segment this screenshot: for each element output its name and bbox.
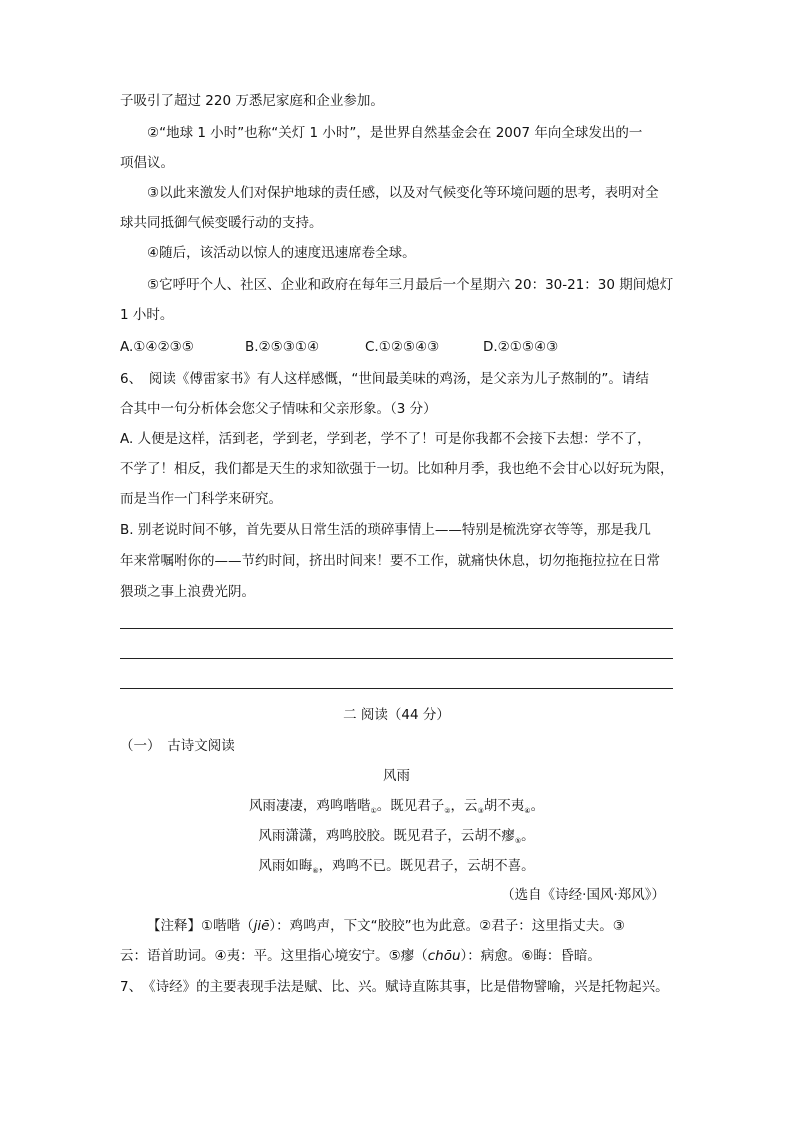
sentence-4: ④随后，该活动以惊人的速度迅速席卷全球。 xyxy=(147,245,416,261)
option-d: D.②①⑤④③ xyxy=(483,339,559,355)
excerpt-a: 不学了！相反，我们都是天生的求知欲强于一切。比如种月季，我也绝不会甘心以好玩为限， xyxy=(120,461,674,477)
subsection-title: （一） 古诗文阅读 xyxy=(120,738,235,754)
passage-line: 1 小时。 xyxy=(120,307,174,323)
sentence-3: ③以此来激发人们对保护地球的责任感，以及对气候变化等环境问题的思考，表明对全 xyxy=(147,185,659,201)
question-6-stem: 6、 阅读《傅雷家书》有人这样感慨，“世间最美味的鸡汤，是父亲为儿子熬制的”。请结 xyxy=(120,371,649,387)
answer-line xyxy=(120,628,673,629)
excerpt-a: A. 人便是这样，活到老，学到老，学到老，学不了！可是你我都不会接下去想：学不了， xyxy=(120,431,651,447)
question-7-stem: 7、 《诗经》的主要表现手法是赋、比、兴。赋诗直陈其事，比是借物譬喻，兴是托物起兴。 xyxy=(120,979,669,995)
option-b: B.②⑤③①④ xyxy=(245,339,320,355)
poem-source: （选自《诗经·国风·郑风》） xyxy=(501,887,665,903)
passage-line: 球共同抵御气候变暖行动的支持。 xyxy=(120,215,323,231)
answer-line xyxy=(120,688,673,689)
question-6-stem: 合其中一句分析体会您父子情味和父亲形象。（3 分） xyxy=(120,401,437,417)
excerpt-b: 年来常嘱咐你的——节约时间，挤出时间来！要不工作，就痛快休息，切勿拖拖拉拉在日常 xyxy=(120,553,660,569)
excerpt-b: B. 别老说时间不够，首先要从日常生活的琐碎事情上——特别是梳洗穿衣等等，那是我几 xyxy=(120,522,651,538)
sentence-2: ②“地球 1 小时”也称“关灯 1 小时”，是世界自然基金会在 2007 年向全球发出的一 xyxy=(147,125,643,141)
poem-stanza-1: 风雨凄凄，鸡鸣喈喈①。既见君子②，云③胡不夷④。 xyxy=(248,798,545,815)
answer-options xyxy=(120,338,558,356)
answer-line xyxy=(120,658,673,659)
excerpt-a: 而是当作一门科学来研究。 xyxy=(120,491,282,507)
poem-stanza-2: 风雨潇潇，鸡鸣胶胶。既见君子，云胡不瘳⑤。 xyxy=(258,828,535,845)
annotation: 云：语首助词。④夷：平。这里指心境安宁。⑤瘳（chōu）：病愈。⑥晦：昏暗。 xyxy=(120,948,601,964)
passage-line: 子吸引了超过 220 万悉尼家庭和企业参加。 xyxy=(120,93,384,109)
option-c: C.①②⑤④③ xyxy=(365,339,440,355)
option-a: A.①④②③⑤ xyxy=(120,339,194,355)
poem-stanza-3: 风雨如晦⑥，鸡鸣不已。既见君子，云胡不喜。 xyxy=(258,858,535,875)
poem-title: 风雨 xyxy=(383,768,410,784)
sentence-5: ⑤它呼吁个人、社区、企业和政府在每年三月最后一个星期六 20：30-21：30 期间熄灯 xyxy=(147,277,674,293)
annotation: 【注释】①喈喈（jiē）：鸡鸣声，下文“胶胶”也为此意。②君子：这里指丈夫。③ xyxy=(147,918,625,934)
section-title: 二 阅读（44 分） xyxy=(343,707,450,723)
passage-line: 项倡议。 xyxy=(120,155,174,171)
excerpt-b: 猥琐之事上浪费光阴。 xyxy=(120,584,255,600)
